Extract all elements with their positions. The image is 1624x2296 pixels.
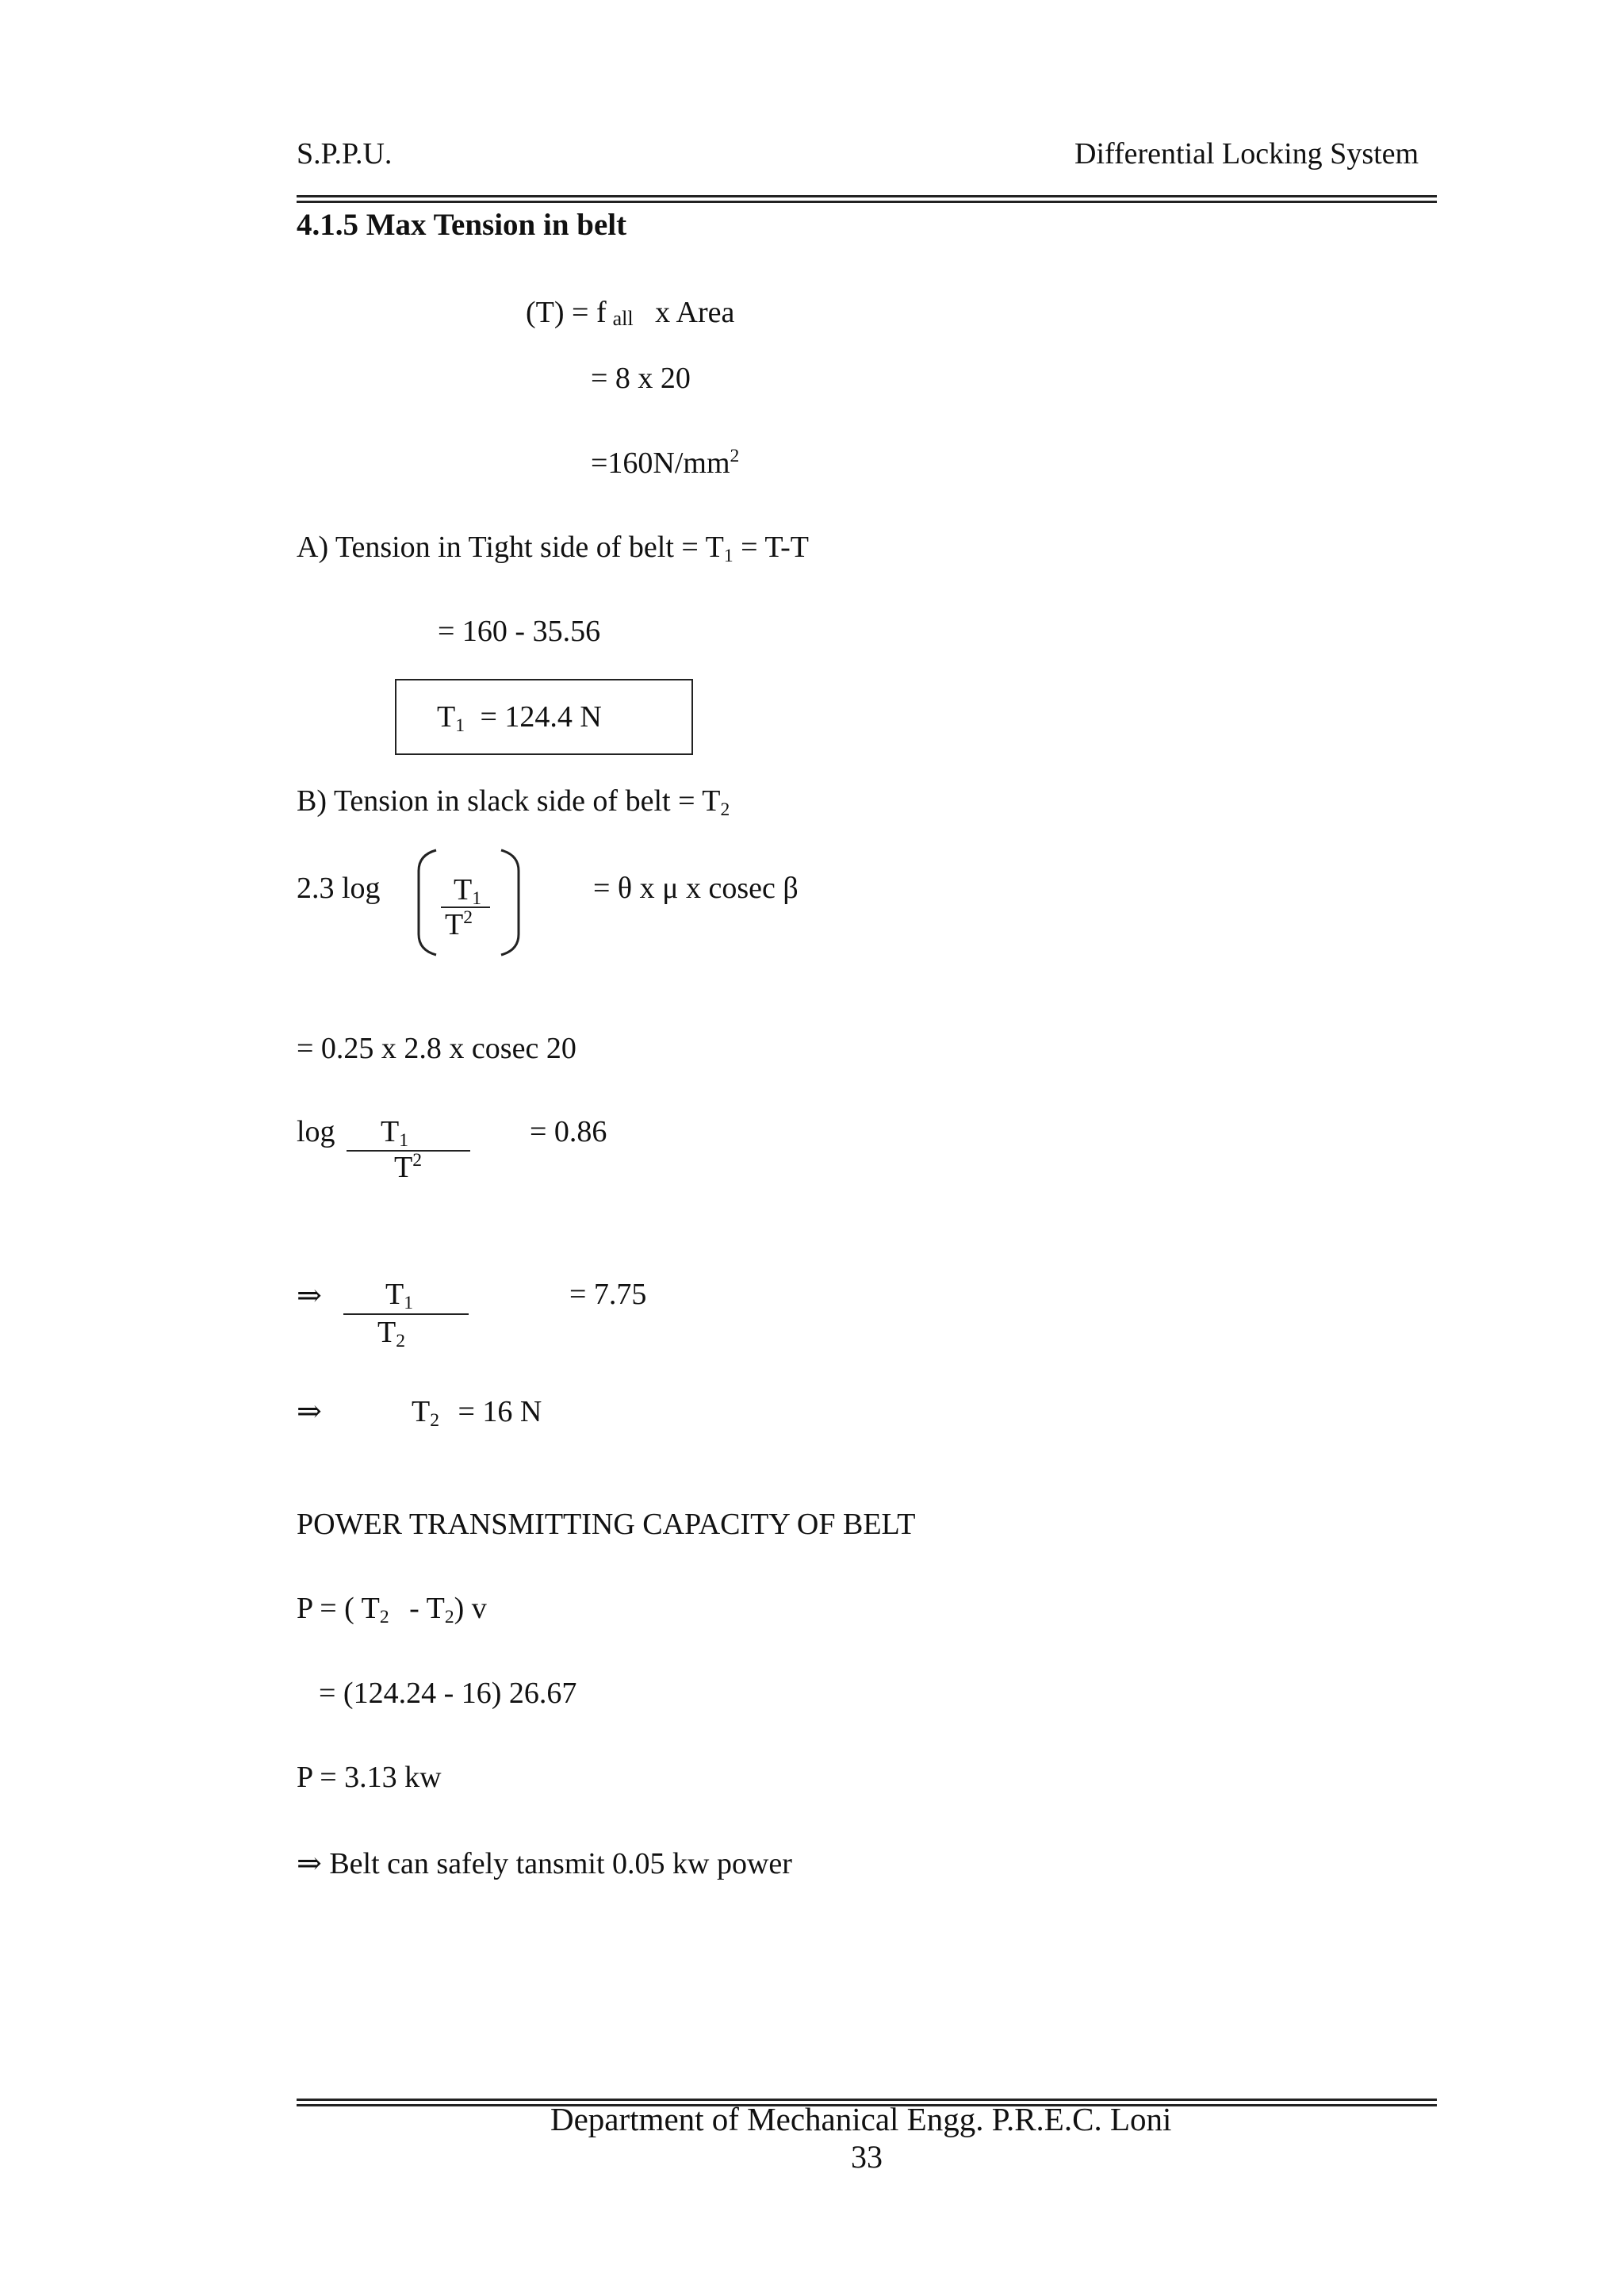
tight-side-result-t: T <box>437 700 456 734</box>
t2-result-value: = 16 N <box>458 1395 542 1428</box>
right-paren-icon <box>496 847 525 958</box>
ratio-frac-bar <box>343 1313 469 1315</box>
power-formula-tail: ) v <box>454 1592 487 1625</box>
log-frac-den-t: T <box>445 908 464 941</box>
t2-result <box>412 1396 542 1429</box>
log-eq-prefix: 2.3 log <box>297 872 381 905</box>
power-formula-mid: - T <box>409 1592 445 1625</box>
log-frac-den <box>445 909 473 942</box>
power-result: P = 3.13 kw <box>297 1761 442 1794</box>
ratio-num-sub: 1 <box>404 1292 413 1313</box>
tight-side-result-sub: 1 <box>455 715 465 736</box>
power-formula-prefix: P = ( T <box>297 1592 380 1625</box>
power-formula-sub2: 2 <box>444 1606 454 1627</box>
log2-num <box>381 1116 408 1149</box>
power-formula <box>297 1593 487 1626</box>
log2-den <box>394 1149 422 1185</box>
power-calc: = (124.24 - 16) 26.67 <box>319 1677 577 1710</box>
footer-page-number: 33 <box>851 2139 883 2175</box>
log-frac-num-sub: 1 <box>472 887 481 909</box>
power-conclusion: ⇒ Belt can safely tansmit 0.05 kw power <box>297 1847 792 1880</box>
log2-prefix: log <box>297 1115 335 1148</box>
log-frac-num <box>454 874 481 907</box>
tension-eq-line3 <box>591 447 739 481</box>
ratio-rhs: = 7.75 <box>569 1278 647 1311</box>
tight-side-result <box>437 701 602 734</box>
tension-eq-line3-base: =160N/mm <box>591 447 730 480</box>
log2-den-t: T <box>394 1151 413 1184</box>
tension-eq-line2: = 8 x 20 <box>591 362 691 395</box>
tight-side-result-value: = 124.4 N <box>480 700 602 734</box>
ratio-num <box>385 1278 413 1312</box>
tight-side-label-tail: = T-T <box>741 531 809 564</box>
header-left: S.P.P.U. <box>297 137 393 171</box>
log-frac-num-t: T <box>454 873 473 907</box>
tight-side-label-sub: 1 <box>723 545 733 566</box>
tight-side-label-text: A) Tension in Tight side of belt = T <box>297 531 724 564</box>
log2-rhs: = 0.86 <box>530 1115 607 1148</box>
slack-side-label-text: B) Tension in slack side of belt = T <box>297 784 721 818</box>
t2-arrow: ⇒ <box>297 1395 322 1428</box>
log2-den-sup: 2 <box>412 1149 422 1171</box>
header-divider <box>297 195 1437 203</box>
log-eval: = 0.25 x 2.8 x cosec 20 <box>297 1032 576 1065</box>
tension-eq-line1 <box>526 297 734 331</box>
ratio-num-t: T <box>385 1278 404 1311</box>
slack-side-label <box>297 785 730 818</box>
tension-eq-suffix: x Area <box>655 296 735 329</box>
power-heading: POWER TRANSMITTING CAPACITY OF BELT <box>297 1508 916 1541</box>
left-paren-icon <box>412 847 441 958</box>
tight-side-calc: = 160 - 35.56 <box>438 615 601 648</box>
slack-side-label-sub: 2 <box>720 799 730 820</box>
tension-eq-sub: all <box>612 307 634 330</box>
log-eq-rhs: = θ x μ x cosec β <box>593 872 799 905</box>
t2-result-t: T <box>412 1395 431 1428</box>
log2-num-sub: 1 <box>399 1129 408 1151</box>
ratio-den-sub: 2 <box>396 1330 405 1351</box>
power-formula-sub1: 2 <box>379 1606 389 1627</box>
t2-result-sub: 2 <box>430 1409 439 1431</box>
log-frac-den-sup: 2 <box>463 907 473 928</box>
tight-side-label <box>297 531 809 565</box>
tension-eq-prefix: (T) = f <box>526 296 607 329</box>
ratio-arrow: ⇒ <box>297 1279 322 1313</box>
header-right: Differential Locking System <box>1074 137 1419 171</box>
section-title: 4.1.5 Max Tension in belt <box>297 208 627 242</box>
ratio-den <box>377 1317 405 1350</box>
footer-department: Department of Mechanical Engg. P.R.E.C. Loni <box>550 2101 1172 2137</box>
log2-num-t: T <box>381 1115 400 1148</box>
ratio-den-t: T <box>377 1316 396 1349</box>
tension-eq-line3-sup: 2 <box>730 445 740 466</box>
